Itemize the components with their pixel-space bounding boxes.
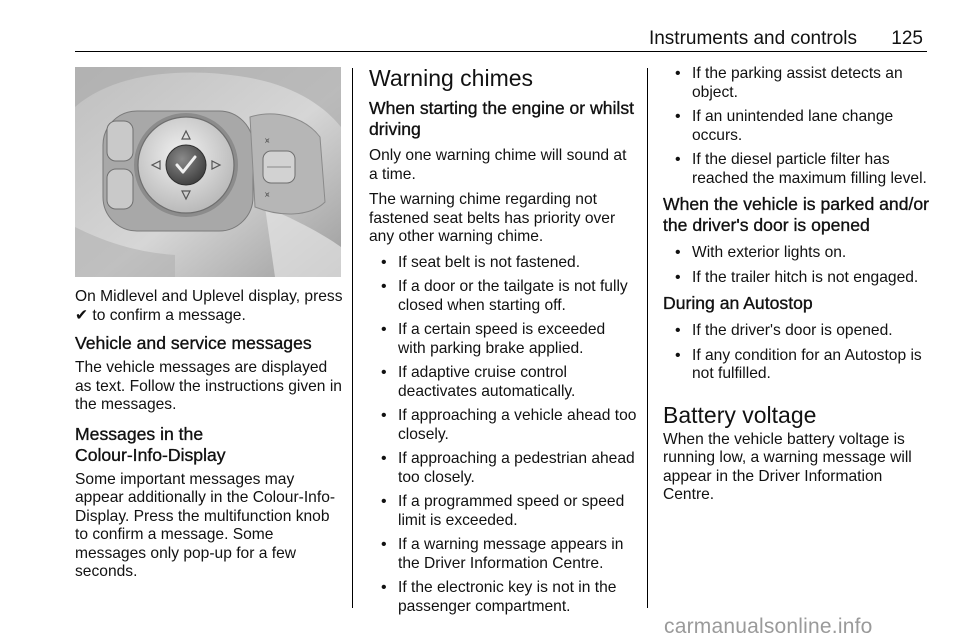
list-item: • If a door or the tailgate is not fully closed when starting off. bbox=[369, 278, 637, 315]
paragraph-one-chime: Only one warning chime will sound at a time. bbox=[369, 147, 627, 183]
list-item: • If a programmed speed or speed limit is exceeded. bbox=[369, 493, 637, 530]
svg-text:⩙: ⩙ bbox=[265, 190, 270, 199]
heading-autostop: During an Autostop bbox=[663, 293, 813, 313]
watermark: carmanualsonline.info bbox=[664, 615, 873, 638]
warning-chime-list-continued bbox=[663, 65, 931, 188]
paragraph-vehicle-messages: The vehicle messages are displayed as text. Follow the instructions given in the messages. bbox=[75, 359, 342, 413]
parked-chime-list bbox=[663, 244, 931, 287]
list-item: • If a warning message appears in the Driver Information Centre. bbox=[369, 536, 637, 573]
list-item: • If an unintended lane change occurs. bbox=[663, 108, 931, 145]
list-item: • If approaching a pedestrian ahead too closely. bbox=[369, 450, 637, 487]
list-item: • If adaptive cruise control deactivates automatically. bbox=[369, 364, 637, 401]
heading-warning-chimes: Warning chimes bbox=[369, 65, 534, 91]
autostop-chime-list bbox=[663, 322, 931, 384]
svg-text:⩙: ⩙ bbox=[265, 136, 270, 145]
list-item: • If the electronic key is not in the passenger compartment. bbox=[369, 579, 637, 616]
list-item: • If seat belt is not fastened. bbox=[369, 254, 637, 273]
list-item: • If any condition for an Autostop is not fulfilled. bbox=[663, 347, 931, 384]
heading-colour-info-display-line2: Colour-Info-Display bbox=[75, 444, 226, 465]
column-divider-left bbox=[352, 68, 353, 608]
heading-colour-info-display-line1: Messages in the bbox=[75, 423, 204, 444]
list-item: • If a certain speed is exceeded with parking brake applied. bbox=[369, 321, 637, 358]
list-item: • If the diesel particle filter has reached the maximum filling level. bbox=[663, 151, 931, 188]
paragraph-colour-info-display: Some important messages may appear additionally in the Colour-Info-Display. Press the multifunction knob to confirm a message. Some messages only pop-up for a few seconds. bbox=[75, 470, 336, 580]
list-item: • If the trailer hitch is not engaged. bbox=[663, 269, 931, 288]
list-item: • If the driver's door is opened. bbox=[663, 322, 931, 341]
column-divider-right bbox=[647, 68, 648, 608]
right-column bbox=[663, 65, 931, 512]
heading-parked-door-opened: When the vehicle is parked and/or the driver's door is opened bbox=[663, 194, 930, 235]
heading-battery-voltage: Battery voltage bbox=[663, 401, 817, 428]
steering-wheel-controls-image bbox=[75, 67, 341, 277]
paragraph-battery-voltage: When the vehicle battery voltage is running low, a warning message will appear in the Driver Information Centre. bbox=[663, 430, 912, 503]
page-header bbox=[75, 28, 927, 50]
header-rule bbox=[75, 51, 927, 52]
page-number: 125 bbox=[891, 28, 923, 49]
list-item: • If the parking assist detects an object. bbox=[663, 65, 931, 102]
header-title: Instruments and controls bbox=[648, 28, 857, 49]
middle-column bbox=[369, 65, 637, 622]
heading-vehicle-service-messages: Vehicle and service messages bbox=[75, 333, 312, 353]
image-caption: On Midlevel and Uplevel display, press ✔ to confirm a message. bbox=[75, 288, 343, 324]
list-item: • If approaching a vehicle ahead too closely. bbox=[369, 407, 637, 444]
subheading-engine-driving: When starting the engine or whilst driving bbox=[369, 98, 635, 139]
left-column bbox=[75, 65, 343, 589]
warning-chime-list bbox=[369, 254, 637, 617]
paragraph-seat-belt-priority: The warning chime regarding not fastened seat belts has priority over any other warning chime. bbox=[369, 191, 616, 245]
list-item: • With exterior lights on. bbox=[663, 244, 931, 263]
heading-colour-info-display bbox=[75, 424, 343, 466]
